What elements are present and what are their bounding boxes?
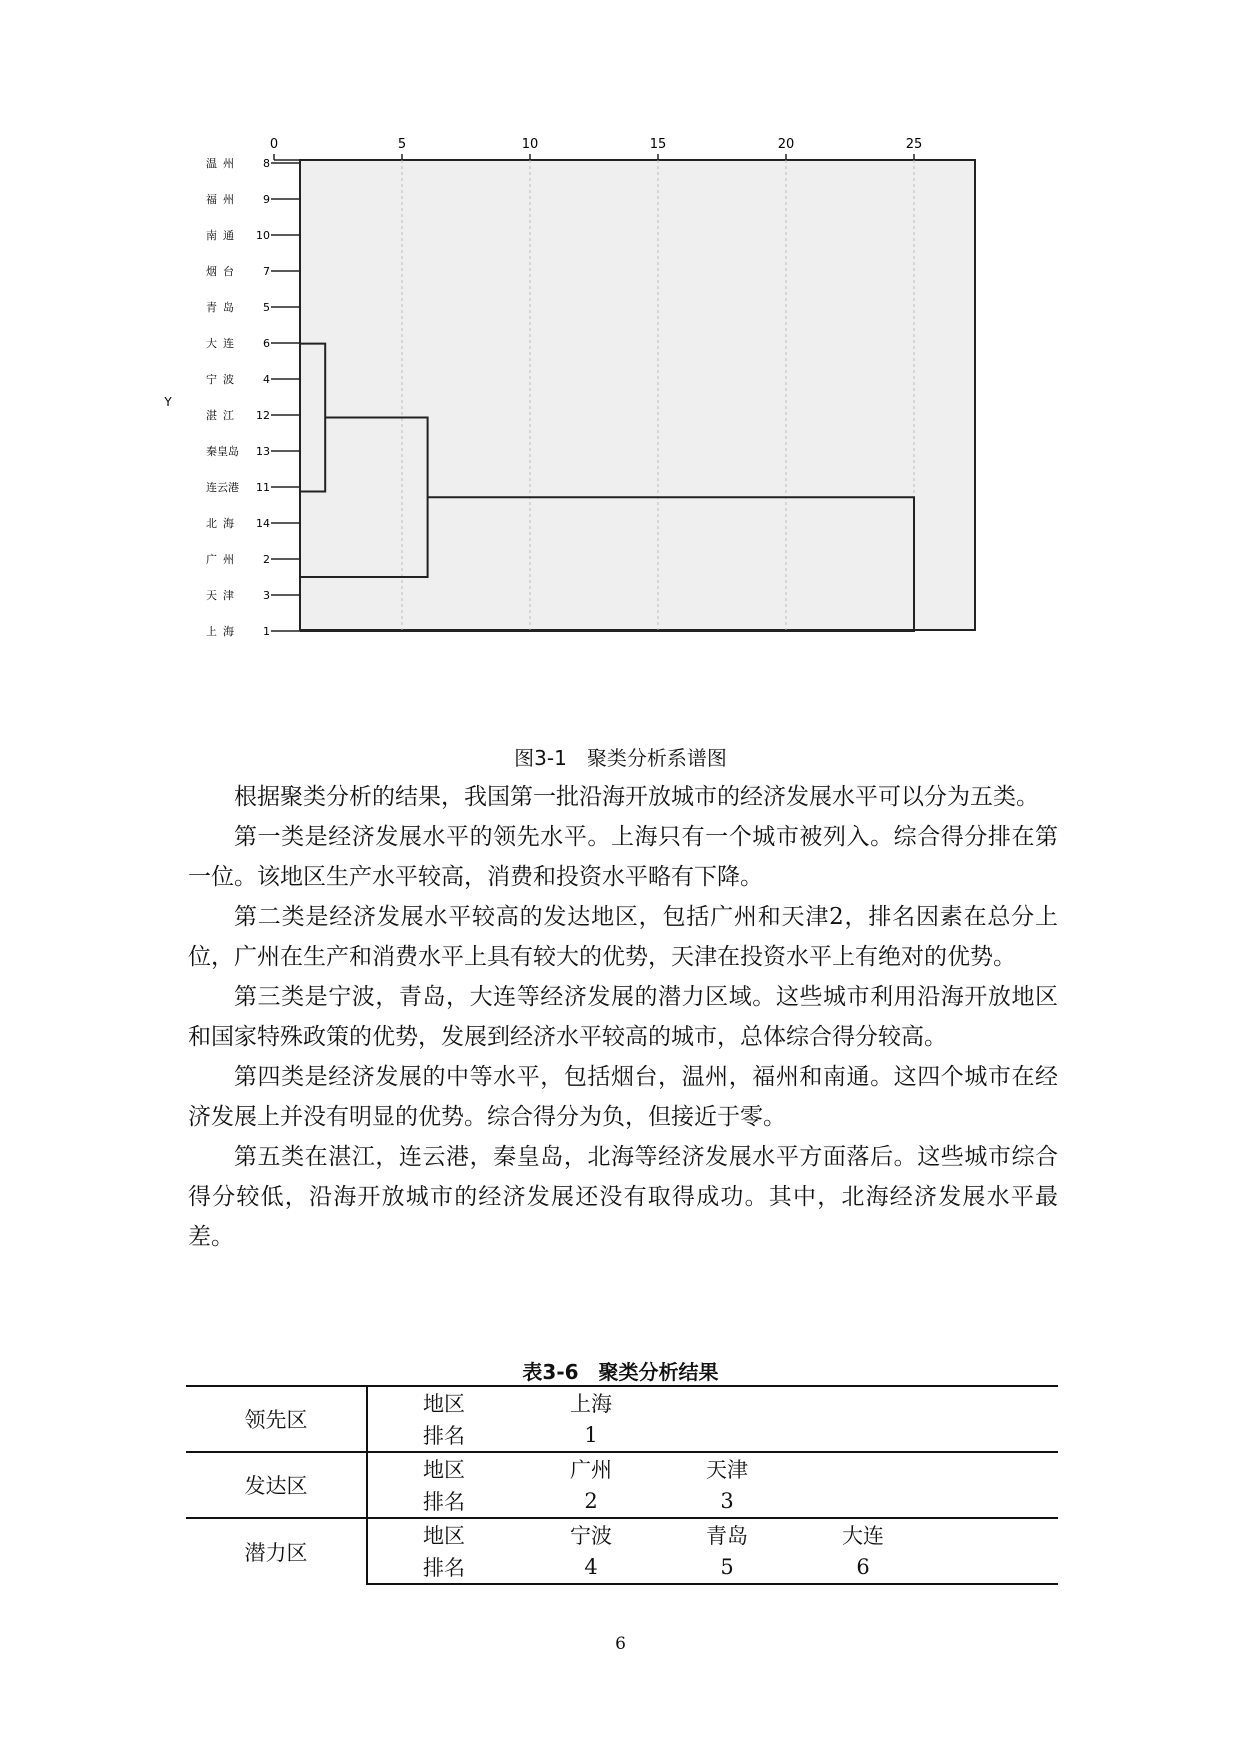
- category-cell: 潜力区: [186, 1518, 367, 1584]
- region-cell: 天津: [659, 1452, 795, 1485]
- leaf-name-label: 广州: [206, 553, 240, 566]
- x-tick-label: 0: [269, 137, 279, 152]
- leaf-name-label: 北海: [206, 517, 240, 530]
- region-cell: 广州: [523, 1452, 659, 1485]
- paragraph: 根据聚类分析的结果，我国第一批沿海开放城市的经济发展水平可以分为五类。: [234, 784, 1039, 810]
- leaf-name-label: 湛江: [206, 409, 240, 422]
- leaf-name-label: 上海: [206, 625, 240, 638]
- leaf-name-label: 大连: [206, 337, 240, 350]
- paragraph: 第五类在湛江，连云港，秦皇岛，北海等经济发展水平方面落后。这些城市综合得分较低，沿海开放城市的经济发展还没有取得成功。其中，北海经济发展水平最差。: [188, 1144, 1058, 1250]
- rank-cell: [795, 1485, 931, 1518]
- leaf-name-label: 连云港: [206, 481, 239, 494]
- leaf-name-label: 福州: [206, 193, 240, 206]
- x-tick-label: 20: [777, 137, 795, 152]
- category-cell: 发达区: [186, 1452, 367, 1518]
- region-cell: [795, 1452, 931, 1485]
- rank-cell: 2: [584, 1489, 598, 1513]
- leaf-id-label: 8: [263, 157, 270, 170]
- x-tick-label: 15: [649, 137, 667, 152]
- body-text: [188, 777, 1058, 1257]
- paragraph: 第二类是经济发展水平较高的发达地区，包括广州和天津2，排名因素在总分上位，广州在生产和消费水平上具有较大的优势，天津在投资水平上有绝对的优势。: [188, 904, 1058, 970]
- x-tick-label: 25: [905, 137, 923, 152]
- leaf-name-label: 秦皇岛: [206, 445, 239, 458]
- paragraph: 第三类是宁波，青岛，大连等经济发展的潜力区域。这些城市利用沿海开放地区和国家特殊政策的优势，发展到经济水平较高的城市，总体综合得分较高。: [188, 984, 1058, 1050]
- plot-area: [300, 160, 975, 630]
- leaf-id-label: 10: [256, 229, 270, 242]
- dendrogram-figure: [164, 137, 980, 740]
- leaf-name-label: 烟台: [206, 265, 240, 278]
- leaf-id-label: 12: [256, 409, 270, 422]
- table-row: [186, 1518, 1058, 1551]
- table-row: [186, 1452, 1058, 1485]
- region-cell: 大连: [795, 1518, 931, 1551]
- leaf-id-label: 1: [263, 625, 270, 638]
- leaf-id-label: 11: [256, 481, 270, 494]
- region-cell: 上海: [523, 1386, 659, 1419]
- table-row: [186, 1386, 1058, 1419]
- leaf-name-label: 宁波: [206, 373, 240, 386]
- leaf-id-label: 14: [256, 517, 270, 530]
- leaf-id-label: 9: [263, 193, 270, 206]
- leaf-name-label: 南通: [206, 229, 240, 242]
- rank-label-cell: 排名: [423, 1490, 465, 1514]
- leaf-name-label: 天津: [206, 589, 240, 602]
- table-caption: 表3-6 聚类分析结果: [522, 1360, 719, 1384]
- region-label-cell: 地区: [367, 1452, 523, 1485]
- region-cell: 宁波: [523, 1518, 659, 1551]
- paragraph: 第四类是经济发展的中等水平，包括烟台，温州，福州和南通。这四个城市在经济发展上并没有明显的优势。综合得分为负，但接近于零。: [188, 1064, 1058, 1130]
- region-cell: [795, 1386, 931, 1419]
- leaf-id-label: 3: [263, 589, 270, 602]
- rank-label-cell: 排名: [367, 1551, 523, 1584]
- region-label-cell: 地区: [367, 1386, 523, 1419]
- rank-cell: 1: [584, 1423, 598, 1447]
- leaf-id-label: 2: [263, 553, 270, 566]
- page-number: 6: [615, 1634, 626, 1654]
- leaf-name-label: 温州: [206, 157, 240, 170]
- figure-caption: 图3-1 聚类分析系谱图: [514, 746, 727, 770]
- region-cell: 青岛: [659, 1518, 795, 1551]
- region-cell: [659, 1386, 795, 1419]
- leaf-id-label: 5: [263, 301, 270, 314]
- leaf-id-label: 6: [263, 337, 270, 350]
- region-label-cell: 地区: [367, 1518, 523, 1551]
- category-cell: 领先区: [186, 1386, 367, 1452]
- rank-cell: 5: [659, 1551, 795, 1584]
- rank-cell: 6: [795, 1551, 931, 1584]
- rank-cell: [659, 1419, 795, 1452]
- rank-cell: 3: [720, 1489, 734, 1513]
- leaf-id-label: 4: [263, 373, 270, 386]
- paragraph: 第一类是经济发展水平的领先水平。上海只有一个城市被列入。综合得分排在第一位。该地区生产水平较高，消费和投资水平略有下降。: [188, 824, 1058, 890]
- rank-cell: 4: [523, 1551, 659, 1584]
- x-tick-label: 5: [397, 137, 407, 152]
- leaf-id-label: 7: [263, 265, 270, 278]
- rank-label-cell: 排名: [423, 1424, 465, 1448]
- y-axis-label: Y: [164, 395, 172, 409]
- leaf-id-label: 13: [256, 445, 270, 458]
- cluster-results-table: [186, 1385, 1058, 1585]
- x-tick-label: 10: [521, 137, 539, 152]
- rank-cell: [795, 1419, 931, 1452]
- leaf-name-label: 青岛: [206, 301, 240, 314]
